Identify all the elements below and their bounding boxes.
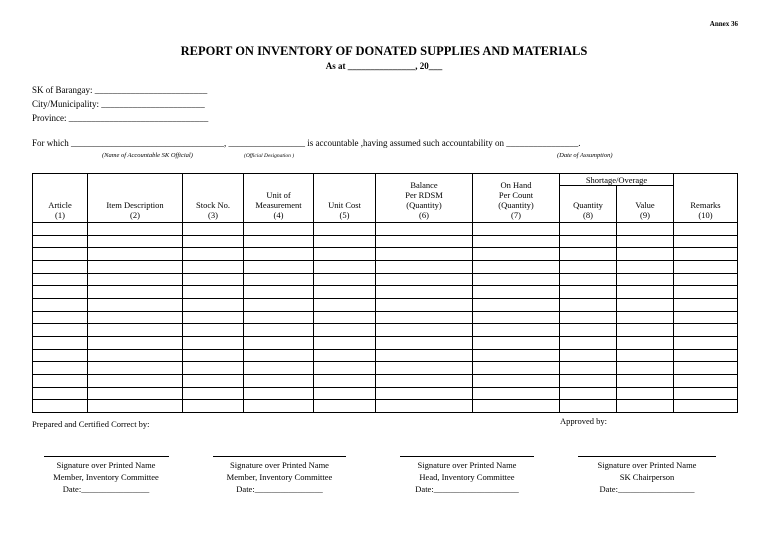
table-row: [33, 387, 738, 400]
table-cell[interactable]: [376, 387, 473, 400]
table-cell[interactable]: [33, 374, 88, 387]
table-row: [33, 235, 738, 248]
table-cell[interactable]: [376, 248, 473, 261]
table-cell[interactable]: [244, 400, 314, 413]
table-cell[interactable]: [314, 336, 376, 349]
table-cell[interactable]: [88, 235, 183, 248]
header-shortage-overage: Shortage/Overage: [560, 174, 674, 186]
table-cell[interactable]: [244, 273, 314, 286]
table-cell[interactable]: [244, 311, 314, 324]
table-row: [33, 336, 738, 349]
table-cell[interactable]: [473, 387, 560, 400]
signatory-2: Signature over Printed Name Member, Inventory Committee Date:________________: [226, 460, 333, 494]
header-item-description: Item Description (2): [88, 174, 183, 223]
table-cell[interactable]: [473, 248, 560, 261]
table-cell[interactable]: [674, 400, 738, 413]
table-cell[interactable]: [674, 248, 738, 261]
table-cell[interactable]: [376, 374, 473, 387]
table-cell[interactable]: [560, 311, 617, 324]
table-cell[interactable]: [674, 273, 738, 286]
table-cell[interactable]: [88, 324, 183, 337]
header-stock-no: Stock No. (3): [183, 174, 244, 223]
caption-assumption: (Date of Assumption): [557, 152, 613, 159]
table-cell[interactable]: [244, 324, 314, 337]
annex-label: Annex 36: [709, 20, 738, 28]
table-cell[interactable]: [617, 336, 674, 349]
table-row: [33, 349, 738, 362]
table-cell[interactable]: [560, 248, 617, 261]
table-cell[interactable]: [314, 286, 376, 299]
table-cell[interactable]: [33, 349, 88, 362]
table-cell[interactable]: [88, 260, 183, 273]
table-cell[interactable]: [183, 260, 244, 273]
table-cell[interactable]: [88, 298, 183, 311]
table-cell[interactable]: [560, 298, 617, 311]
table-cell[interactable]: [314, 298, 376, 311]
table-cell[interactable]: [617, 311, 674, 324]
table-cell[interactable]: [674, 311, 738, 324]
table-cell[interactable]: [33, 400, 88, 413]
table-cell[interactable]: [560, 387, 617, 400]
table-cell[interactable]: [674, 336, 738, 349]
table-row: [33, 248, 738, 261]
table-cell[interactable]: [314, 374, 376, 387]
table-cell[interactable]: [376, 298, 473, 311]
table-cell[interactable]: [674, 324, 738, 337]
table-cell[interactable]: [473, 324, 560, 337]
table-cell[interactable]: [183, 298, 244, 311]
table-cell[interactable]: [244, 235, 314, 248]
table-row: [33, 260, 738, 273]
as-at-line: As at _______________, 20___: [325, 61, 443, 71]
table-cell[interactable]: [617, 235, 674, 248]
report-title: REPORT ON INVENTORY OF DONATED SUPPLIES AND MATERIALS: [180, 44, 588, 58]
table-cell[interactable]: [88, 248, 183, 261]
table-cell[interactable]: [376, 400, 473, 413]
table-cell[interactable]: [183, 349, 244, 362]
table-cell[interactable]: [183, 374, 244, 387]
table-cell[interactable]: [314, 400, 376, 413]
table-cell[interactable]: [376, 273, 473, 286]
table-cell[interactable]: [183, 400, 244, 413]
table-cell[interactable]: [88, 273, 183, 286]
table-row: [33, 223, 738, 236]
table-cell[interactable]: [314, 349, 376, 362]
table-cell[interactable]: [473, 223, 560, 236]
table-cell[interactable]: [376, 286, 473, 299]
table-cell[interactable]: [617, 260, 674, 273]
table-cell[interactable]: [314, 260, 376, 273]
table-cell[interactable]: [183, 311, 244, 324]
table-cell[interactable]: [376, 235, 473, 248]
header-unit-cost: Unit Cost (5): [314, 174, 376, 223]
table-row: [33, 400, 738, 413]
table-cell[interactable]: [33, 387, 88, 400]
table-cell[interactable]: [560, 273, 617, 286]
table-cell[interactable]: [376, 336, 473, 349]
table-cell[interactable]: [183, 324, 244, 337]
table-cell[interactable]: [473, 362, 560, 375]
inventory-table: [32, 173, 738, 413]
table-cell[interactable]: [33, 235, 88, 248]
table-row: [33, 311, 738, 324]
table-cell[interactable]: [473, 286, 560, 299]
table-cell[interactable]: [183, 248, 244, 261]
table-cell[interactable]: [674, 298, 738, 311]
caption-official: (Name of Accountable SK Official): [102, 152, 193, 159]
table-cell[interactable]: [617, 248, 674, 261]
table-cell[interactable]: [244, 349, 314, 362]
table-cell[interactable]: [183, 235, 244, 248]
table-cell[interactable]: [376, 362, 473, 375]
table-cell[interactable]: [617, 223, 674, 236]
table-cell[interactable]: [244, 223, 314, 236]
table-cell[interactable]: [314, 223, 376, 236]
table-cell[interactable]: [244, 298, 314, 311]
table-cell[interactable]: [617, 374, 674, 387]
barangay-field: SK of Barangay: _________________________: [32, 85, 208, 95]
table-cell[interactable]: [183, 387, 244, 400]
table-cell[interactable]: [33, 223, 88, 236]
table-cell[interactable]: [674, 235, 738, 248]
caption-designation: (Official Designation ): [244, 153, 295, 159]
table-cell[interactable]: [560, 336, 617, 349]
header-quantity: Quantity (8): [560, 186, 617, 223]
inventory-table-body: [33, 223, 738, 413]
table-cell[interactable]: [617, 349, 674, 362]
signatory-1: Signature over Printed Name Member, Inventory Committee Date:________________: [53, 460, 159, 494]
approved-label: Approved by:: [560, 416, 607, 426]
table-cell[interactable]: [244, 286, 314, 299]
accountability-statement: For which __________________________________, _________________ is accountable ,having assumed such accountability on ________________.: [32, 138, 581, 148]
table-cell[interactable]: [88, 400, 183, 413]
table-cell[interactable]: [183, 362, 244, 375]
table-cell[interactable]: [560, 400, 617, 413]
header-article: Article (1): [33, 174, 88, 223]
table-cell[interactable]: [674, 374, 738, 387]
table-cell[interactable]: [183, 273, 244, 286]
table-cell[interactable]: [88, 311, 183, 324]
table-cell[interactable]: [376, 349, 473, 362]
table-row: [33, 374, 738, 387]
table-cell[interactable]: [560, 223, 617, 236]
table-cell[interactable]: [617, 273, 674, 286]
table-cell[interactable]: [674, 223, 738, 236]
table-cell[interactable]: [33, 298, 88, 311]
signatory-3: Signature over Printed Name Head, Inventory Committee Date:____________________: [415, 460, 519, 494]
header-balance-per-rdsm: Balance Per RDSM (Quantity) (6): [376, 174, 473, 223]
table-cell[interactable]: [88, 349, 183, 362]
table-cell[interactable]: [88, 374, 183, 387]
table-cell[interactable]: [473, 349, 560, 362]
table-cell[interactable]: [617, 400, 674, 413]
table-cell[interactable]: [314, 248, 376, 261]
table-cell[interactable]: [376, 260, 473, 273]
table-cell[interactable]: [33, 260, 88, 273]
table-cell[interactable]: [244, 260, 314, 273]
table-cell[interactable]: [560, 324, 617, 337]
city-field: City/Municipality: _______________________: [32, 99, 205, 109]
table-cell[interactable]: [33, 273, 88, 286]
table-cell[interactable]: [617, 298, 674, 311]
table-cell[interactable]: [244, 362, 314, 375]
table-cell[interactable]: [244, 387, 314, 400]
table-cell[interactable]: [33, 336, 88, 349]
header-remarks: Remarks (10): [674, 174, 738, 223]
table-cell[interactable]: [33, 324, 88, 337]
table-cell[interactable]: [88, 223, 183, 236]
table-cell[interactable]: [473, 336, 560, 349]
table-cell[interactable]: [33, 286, 88, 299]
table-cell[interactable]: [560, 374, 617, 387]
prepared-label: Prepared and Certified Correct by:: [32, 419, 150, 429]
table-cell[interactable]: [376, 324, 473, 337]
table-cell[interactable]: [560, 349, 617, 362]
header-unit-of-measurement: Unit of Measurement (4): [244, 174, 314, 223]
table-cell[interactable]: [33, 248, 88, 261]
table-cell[interactable]: [314, 235, 376, 248]
table-cell[interactable]: [674, 349, 738, 362]
table-cell[interactable]: [473, 400, 560, 413]
table-cell[interactable]: [376, 223, 473, 236]
table-cell[interactable]: [617, 286, 674, 299]
table-cell[interactable]: [33, 362, 88, 375]
table-cell[interactable]: [560, 362, 617, 375]
signature-line-2: [213, 456, 346, 457]
header-value: Value (9): [617, 186, 674, 223]
table-cell[interactable]: [674, 387, 738, 400]
table-cell[interactable]: [560, 235, 617, 248]
table-row: [33, 273, 738, 286]
table-cell[interactable]: [674, 286, 738, 299]
table-cell[interactable]: [473, 374, 560, 387]
table-cell[interactable]: [314, 273, 376, 286]
signature-line-3: [400, 456, 534, 457]
table-cell[interactable]: [674, 362, 738, 375]
table-cell[interactable]: [88, 362, 183, 375]
table-cell[interactable]: [617, 324, 674, 337]
table-cell[interactable]: [183, 336, 244, 349]
table-cell[interactable]: [244, 374, 314, 387]
signature-line-4: [578, 456, 716, 457]
table-row: [33, 298, 738, 311]
table-cell[interactable]: [560, 260, 617, 273]
table-cell[interactable]: [88, 286, 183, 299]
table-cell[interactable]: [473, 273, 560, 286]
province-field: Province: _______________________________: [32, 113, 209, 123]
table-cell[interactable]: [314, 324, 376, 337]
table-cell[interactable]: [244, 336, 314, 349]
table-cell[interactable]: [314, 311, 376, 324]
table-cell[interactable]: [88, 336, 183, 349]
table-cell[interactable]: [473, 235, 560, 248]
table-cell[interactable]: [473, 260, 560, 273]
table-cell[interactable]: [33, 311, 88, 324]
header-on-hand-per-count: On Hand Per Count (Quantity) (7): [473, 174, 560, 223]
table-cell[interactable]: [314, 387, 376, 400]
table-row: [33, 286, 738, 299]
table-cell[interactable]: [183, 223, 244, 236]
table-cell[interactable]: [617, 387, 674, 400]
table-cell[interactable]: [376, 311, 473, 324]
table-row: [33, 362, 738, 375]
table-cell[interactable]: [617, 362, 674, 375]
table-cell[interactable]: [314, 362, 376, 375]
table-cell[interactable]: [560, 286, 617, 299]
table-cell[interactable]: [183, 286, 244, 299]
table-cell[interactable]: [674, 260, 738, 273]
table-cell[interactable]: [88, 387, 183, 400]
table-cell[interactable]: [244, 248, 314, 261]
signature-line-1: [44, 456, 169, 457]
table-cell[interactable]: [473, 311, 560, 324]
signatory-4: Signature over Printed Name SK Chairperson Date:__________________: [597, 460, 697, 494]
table-row: [33, 324, 738, 337]
table-cell[interactable]: [473, 298, 560, 311]
